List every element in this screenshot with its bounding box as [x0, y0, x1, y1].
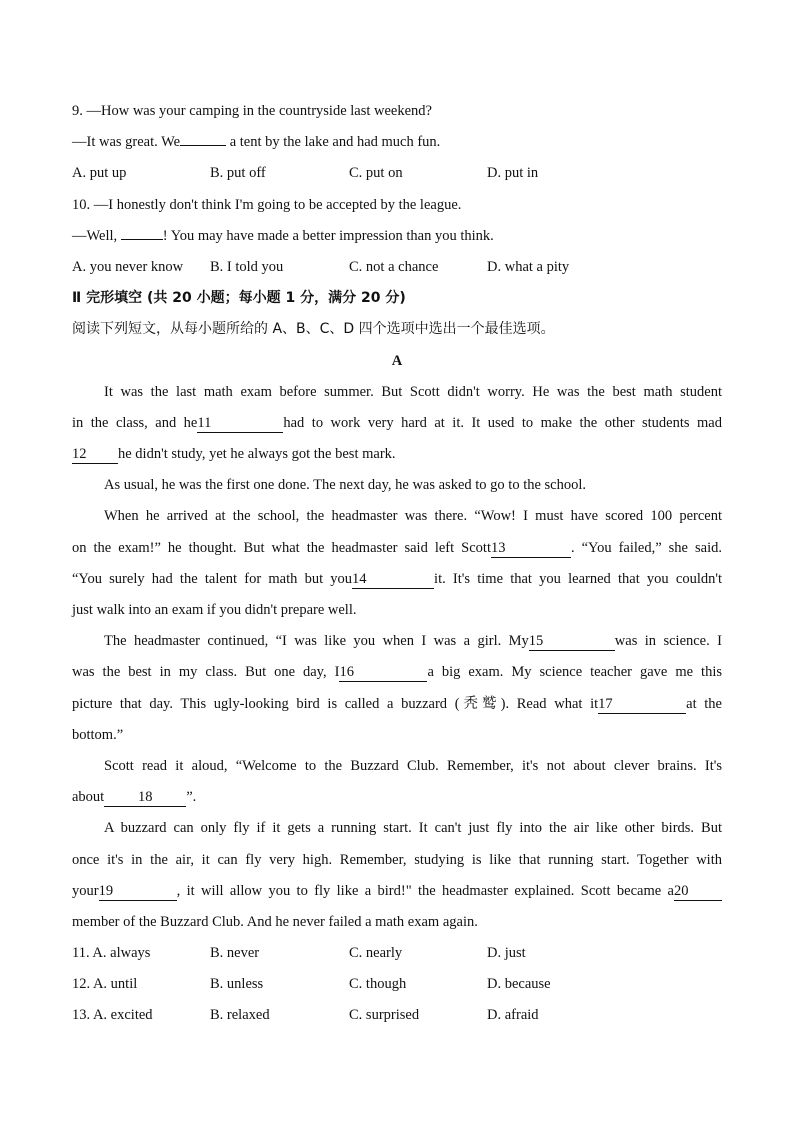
q13-option-a: 13. A. excited [72, 1007, 153, 1024]
blank-15: 15 [529, 632, 615, 651]
passage-line [72, 657, 722, 688]
q10-option-b: B. I told you [210, 258, 284, 275]
q10-reply-start: —Well, [72, 227, 121, 244]
blank-18: 18 [104, 788, 186, 807]
blank-19: 19 [99, 882, 177, 901]
answer-blank [180, 145, 226, 146]
text-run: “You surely had the talent for math but you [72, 570, 353, 587]
text-run: in the class, and he [72, 414, 198, 431]
passage-line [72, 876, 722, 907]
text-run: a big exam. My science teacher gave me this [427, 664, 722, 681]
q10-reply-end: ! You may have made a better impression than you think. [162, 227, 494, 244]
q11-option-b: B. never [210, 945, 260, 962]
passage-line [72, 533, 722, 564]
q9-reply-end: a tent by the lake and had much fun. [226, 134, 441, 151]
passage-line: When he arrived at the school, the headmaster was there. “Wow! I must have scored 100 percent [104, 508, 722, 525]
section-instruction: 阅读下列短文，从每小题所给的 A、B、C、D 四个选项中选出一个最佳选项。 [72, 321, 555, 338]
question-13-options [72, 1000, 722, 1031]
q13-option-c: C. surprised [349, 1007, 420, 1024]
passage-line: bottom.” [72, 726, 124, 743]
text-run: was in science. I [614, 633, 722, 650]
blank-20: 20 [674, 882, 722, 901]
q12-option-d: D. because [487, 976, 551, 993]
passage-line [72, 439, 722, 470]
passage-line [72, 689, 722, 720]
q10-stem: 10. —I honestly don't think I'm going to be accepted by the league. [72, 196, 462, 213]
text-run: your [72, 882, 99, 899]
answer-blank [121, 239, 163, 240]
blank-17: 17 [598, 695, 686, 714]
text-run: had to work very hard at it. It used to make the other students mad [283, 414, 722, 431]
blank-12: 12 [72, 445, 118, 464]
text-run: The headmaster continued, “I was like you when I was a girl. My [104, 633, 529, 650]
q10-option-c: C. not a chance [349, 258, 439, 275]
q9-option-a: A. put up [72, 165, 127, 182]
q11-option-a: 11. A. always [72, 945, 151, 962]
question-12-options [72, 969, 722, 1000]
text-run: was the best in my class. But one day, I [72, 664, 340, 681]
blank-16: 16 [339, 663, 427, 682]
q10-option-a: A. you never know [72, 258, 184, 275]
q11-option-c: C. nearly [349, 945, 403, 962]
q9-reply-start: —It was great. We [72, 134, 181, 151]
passage-line: member of the Buzzard Club. And he never failed a math exam again. [72, 913, 478, 930]
passage-line: A buzzard can only fly if it gets a running start. It can't just fly into the air like other birds. But [104, 820, 722, 837]
q12-option-c: C. though [349, 976, 407, 993]
text-run: he didn't study, yet he always got the best mark. [118, 446, 396, 463]
text-run: at the [686, 695, 722, 712]
text-run: it. It's time that you learned that you couldn't [434, 570, 722, 587]
passage-line [72, 626, 722, 657]
blank-14: 14 [352, 570, 434, 589]
q11-option-d: D. just [487, 945, 526, 962]
passage-line: It was the last math exam before summer. But Scott didn't worry. He was the best math student [104, 383, 722, 400]
passage-line: just walk into an exam if you didn't prepare well. [72, 602, 357, 618]
passage-line: Scott read it aloud, “Welcome to the Buzzard Club. Remember, it's not about clever brains. It's [104, 757, 722, 774]
passage-label: A [391, 352, 403, 369]
q9-option-c: C. put on [349, 165, 403, 182]
section-heading: Ⅱ 完形填空 (共 20 小题；每小题 1 分，满分 20 分) [72, 290, 406, 307]
text-run: . “You failed,” she said. [570, 539, 722, 556]
passage-line [72, 782, 722, 813]
q13-option-b: B. relaxed [210, 1007, 270, 1024]
exam-page [72, 96, 722, 1032]
blank-13: 13 [491, 539, 571, 558]
passage-line [72, 408, 722, 439]
q9-option-b: B. put off [210, 165, 266, 182]
q10-options [72, 252, 722, 283]
passage-line: As usual, he was the first one done. The next day, he was asked to go to the school. [104, 477, 587, 494]
q10-option-d: D. what a pity [487, 258, 570, 275]
q9-stem-reply [72, 127, 722, 158]
q9-stem: 9. —How was your camping in the countryside last weekend? [72, 103, 432, 119]
passage-line [72, 564, 722, 595]
text-run: about [72, 789, 105, 806]
text-run: picture that day. This ugly-looking bird is called a buzzard (秃鹫). Read what it [72, 695, 599, 712]
blank-11: 11 [197, 414, 283, 433]
q9-option-d: D. put in [487, 165, 539, 182]
text-run: on the exam!” he thought. But what the headmaster said left Scott [72, 539, 491, 556]
question-11-options [72, 938, 722, 969]
text-run: , it will allow you to fly like a bird!" the headmaster explained. Scott became a [176, 882, 674, 899]
q12-option-a: 12. A. until [72, 976, 138, 993]
q9-options [72, 158, 722, 189]
q12-option-b: B. unless [210, 976, 264, 993]
passage-line: once it's in the air, it can fly very high. Remember, studying is like that running start. Together with [72, 851, 722, 868]
q13-option-d: D. afraid [487, 1007, 539, 1024]
q10-stem-reply [72, 221, 722, 252]
text-run: ”. [186, 789, 197, 806]
